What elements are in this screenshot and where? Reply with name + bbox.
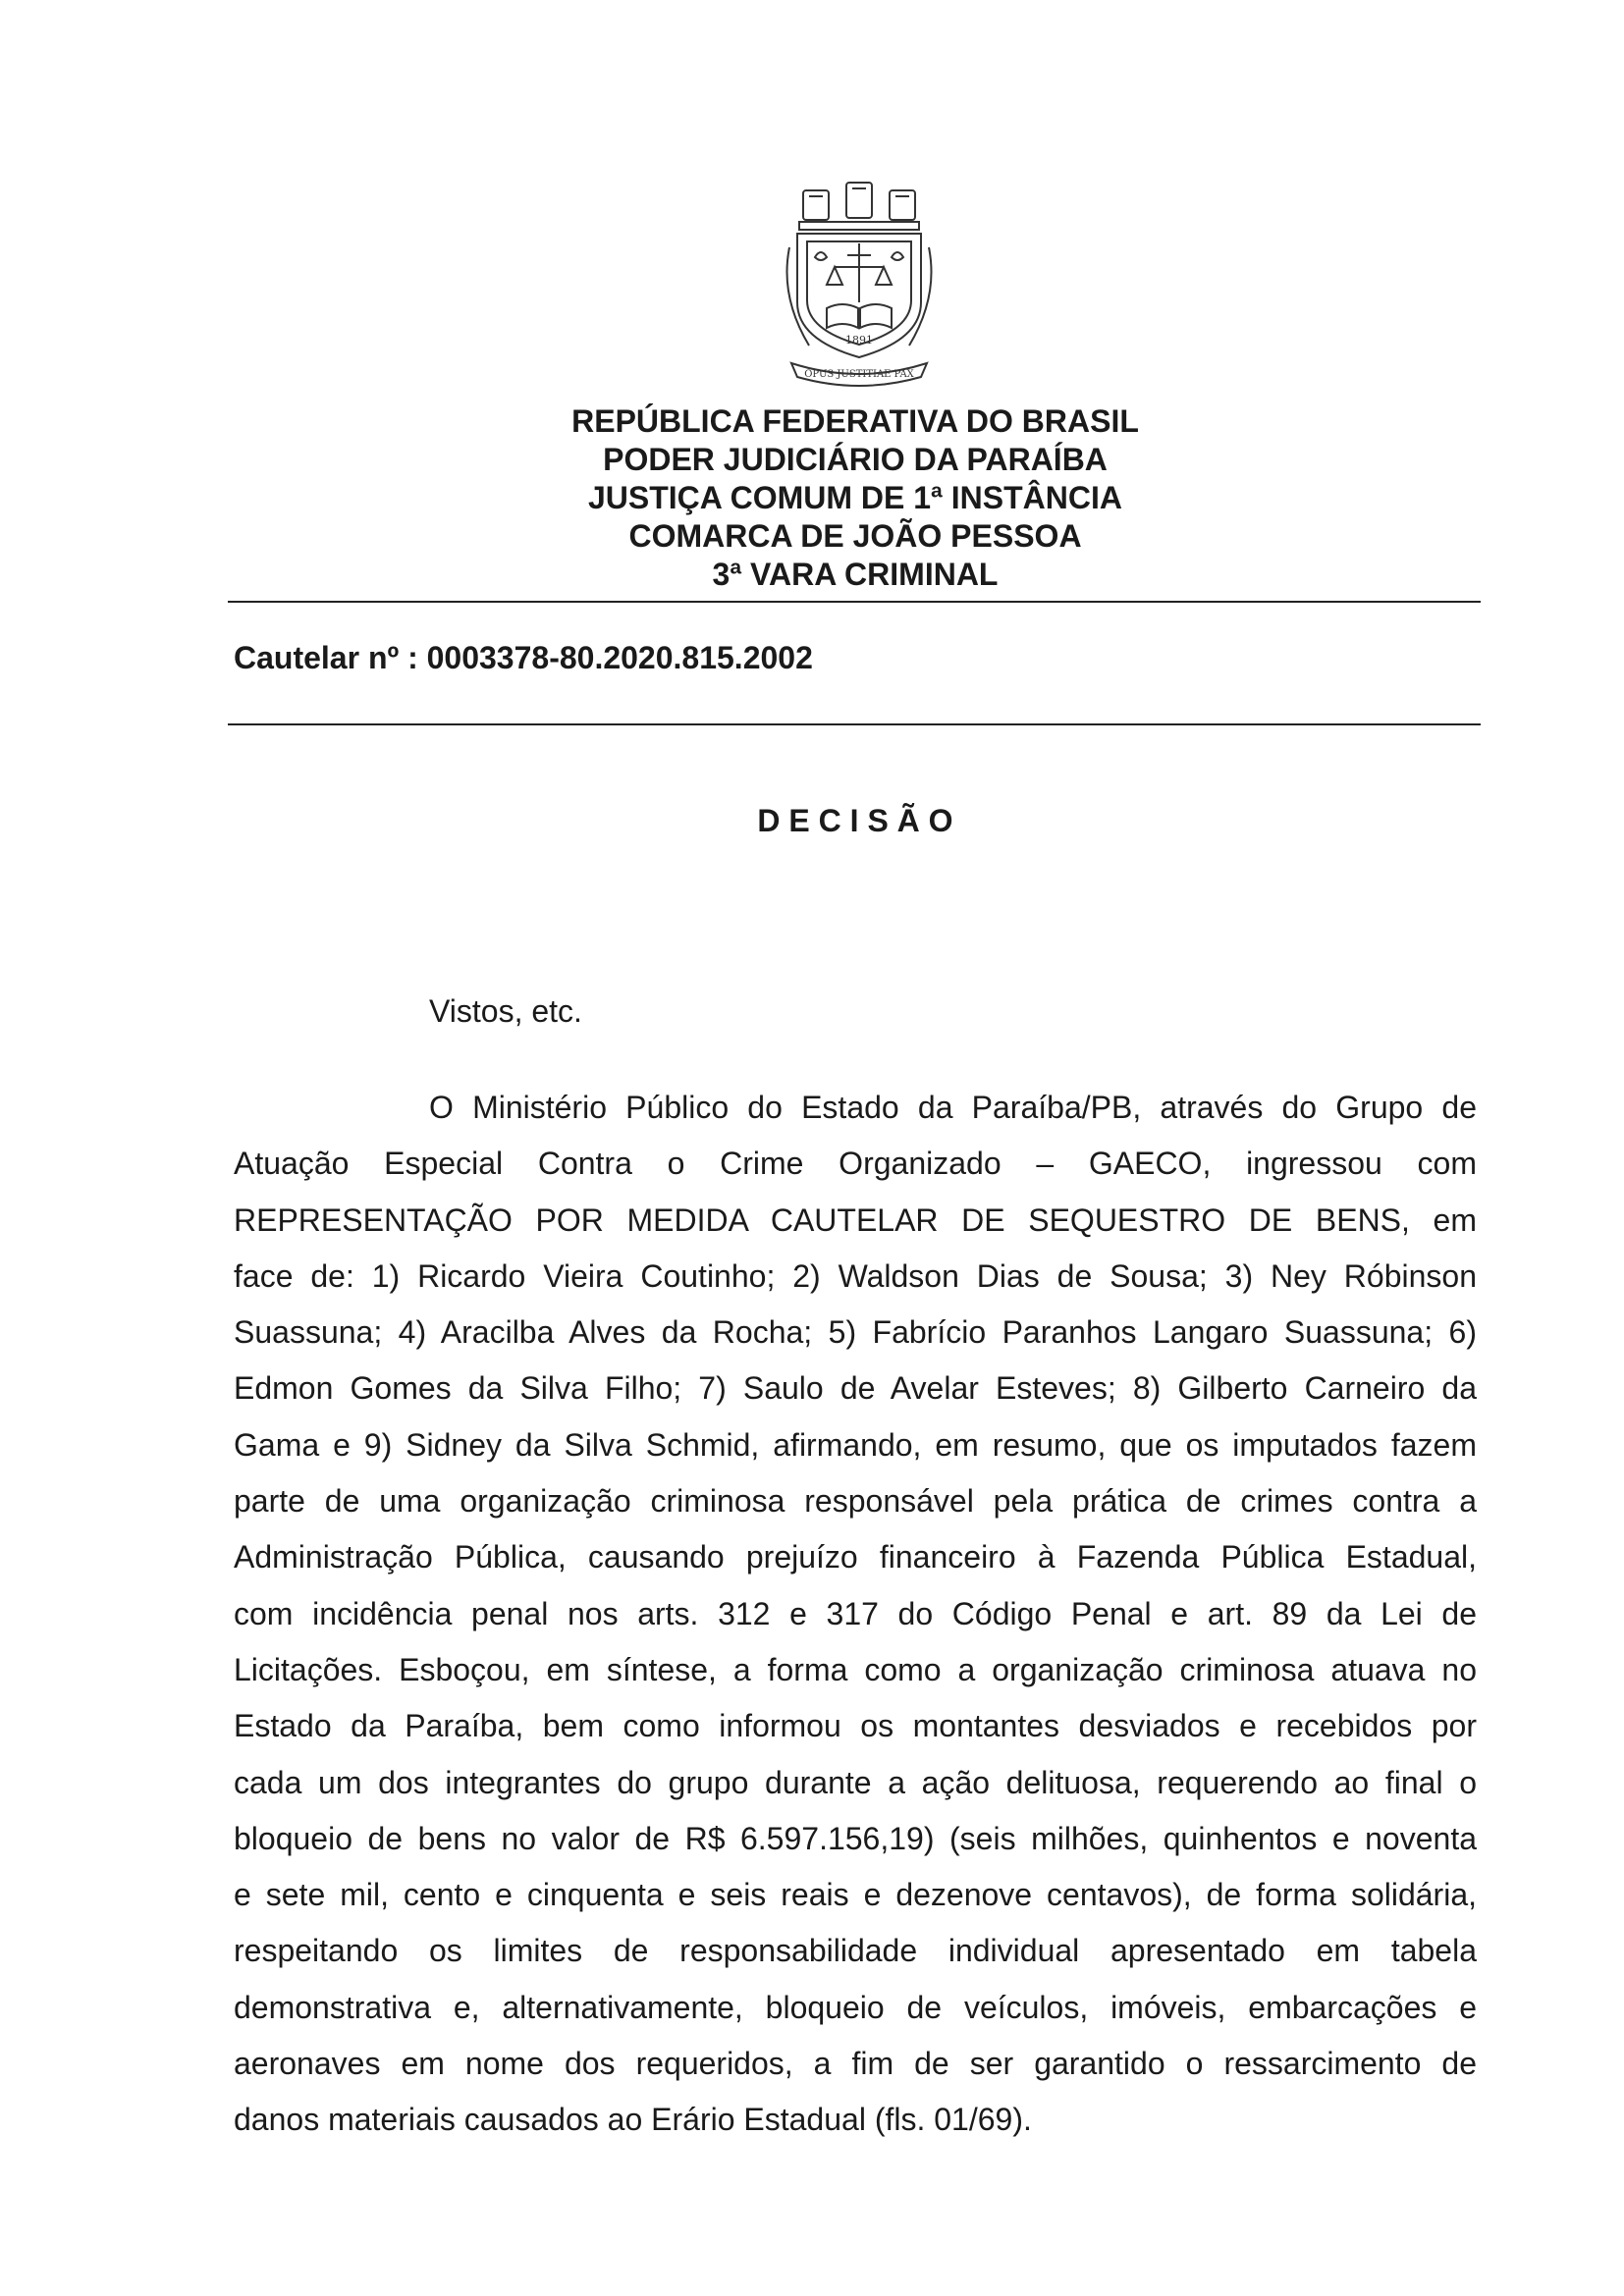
paragraph-line: aeronaves em nome dos requeridos, a fim de ser garantido o ressarcimento de [234, 2046, 1477, 2082]
paragraph-line: bloqueio de bens no valor de R$ 6.597.156,19) (seis milhões, quinhentos e noventa [234, 1820, 1477, 1856]
paragraph-line: O Ministério Público do Estado da Paraíba/PB, através do Grupo de [429, 1090, 1477, 1125]
paragraph-line: e sete mil, cento e cinquenta e seis reais e dezenove centavos), de forma solidária, [234, 1877, 1477, 1913]
paragraph-line: Edmon Gomes da Silva Filho; 7) Saulo de Avelar Esteves; 8) Gilberto Carneiro da [234, 1370, 1477, 1407]
seal-year: 1891 [845, 334, 873, 347]
case-number: Cautelar nº : 0003378-80.2020.815.2002 [234, 640, 813, 675]
paragraph-line: cada um dos integrantes do grupo durante a ação delituosa, requerendo ao final o [234, 1764, 1477, 1800]
seal-motto: OPUS JUSTITIAE PAX [804, 369, 914, 380]
header-divider [228, 601, 1481, 603]
header-line-court: 3ª VARA CRIMINAL [712, 557, 999, 592]
paragraph-line: face de: 1) Ricardo Vieira Coutinho; 2) Waldson Dias de Sousa; 3) Ney Róbinson [234, 1257, 1477, 1294]
paragraph-line: REPRESENTAÇÃO POR MEDIDA CAUTELAR DE SEQUESTRO DE BENS, em [234, 1201, 1477, 1238]
opening-line: Vistos, etc. [429, 993, 582, 1029]
paragraph-line: Gama e 9) Sidney da Silva Schmid, afirmando, em resumo, que os imputados fazem [234, 1426, 1477, 1463]
court-header [232, 402, 1479, 594]
paragraph-line: Licitações. Esboçou, em síntese, a forma como a organização criminosa atuava no [234, 1651, 1477, 1687]
header-line-republic: REPÚBLICA FEDERATIVA DO BRASIL [571, 403, 1139, 439]
coat-of-arms-icon [776, 179, 943, 390]
paragraph-line: Estado da Paraíba, bem como informou os montantes desviados e recebidos por [234, 1708, 1477, 1744]
paragraph-line: Suassuna; 4) Aracilba Alves da Rocha; 5) Fabrício Paranhos Langaro Suassuna; 6) [234, 1314, 1477, 1351]
paragraph-line: respeitando os limites de responsabilidade individual apresentado em tabela [234, 1933, 1477, 1969]
body-paragraph [234, 1080, 1477, 2149]
header-line-district: COMARCA DE JOÃO PESSOA [628, 518, 1082, 554]
paragraph-line: Atuação Especial Contra o Crime Organizado – GAECO, ingressou com [234, 1146, 1477, 1182]
paragraph-line: com incidência penal nos arts. 312 e 317 do Código Penal e art. 89 da Lei de [234, 1595, 1477, 1631]
paragraph-line: danos materiais causados ao Erário Estadual (fls. 01/69). [234, 2102, 1032, 2138]
case-divider [228, 723, 1481, 725]
document-title: D E C I S Ã O [757, 803, 953, 838]
header-line-justice: JUSTIÇA COMUM DE 1ª INSTÂNCIA [587, 480, 1122, 515]
paragraph-line: demonstrativa e, alternativamente, bloqueio de veículos, imóveis, embarcações e [234, 1989, 1477, 2025]
paragraph-line: parte de uma organização criminosa responsável pela prática de crimes contra a [234, 1483, 1477, 1520]
paragraph-line: Administração Pública, causando prejuízo financeiro à Fazenda Pública Estadual, [234, 1539, 1477, 1575]
header-line-judiciary: PODER JUDICIÁRIO DA PARAÍBA [603, 442, 1108, 477]
